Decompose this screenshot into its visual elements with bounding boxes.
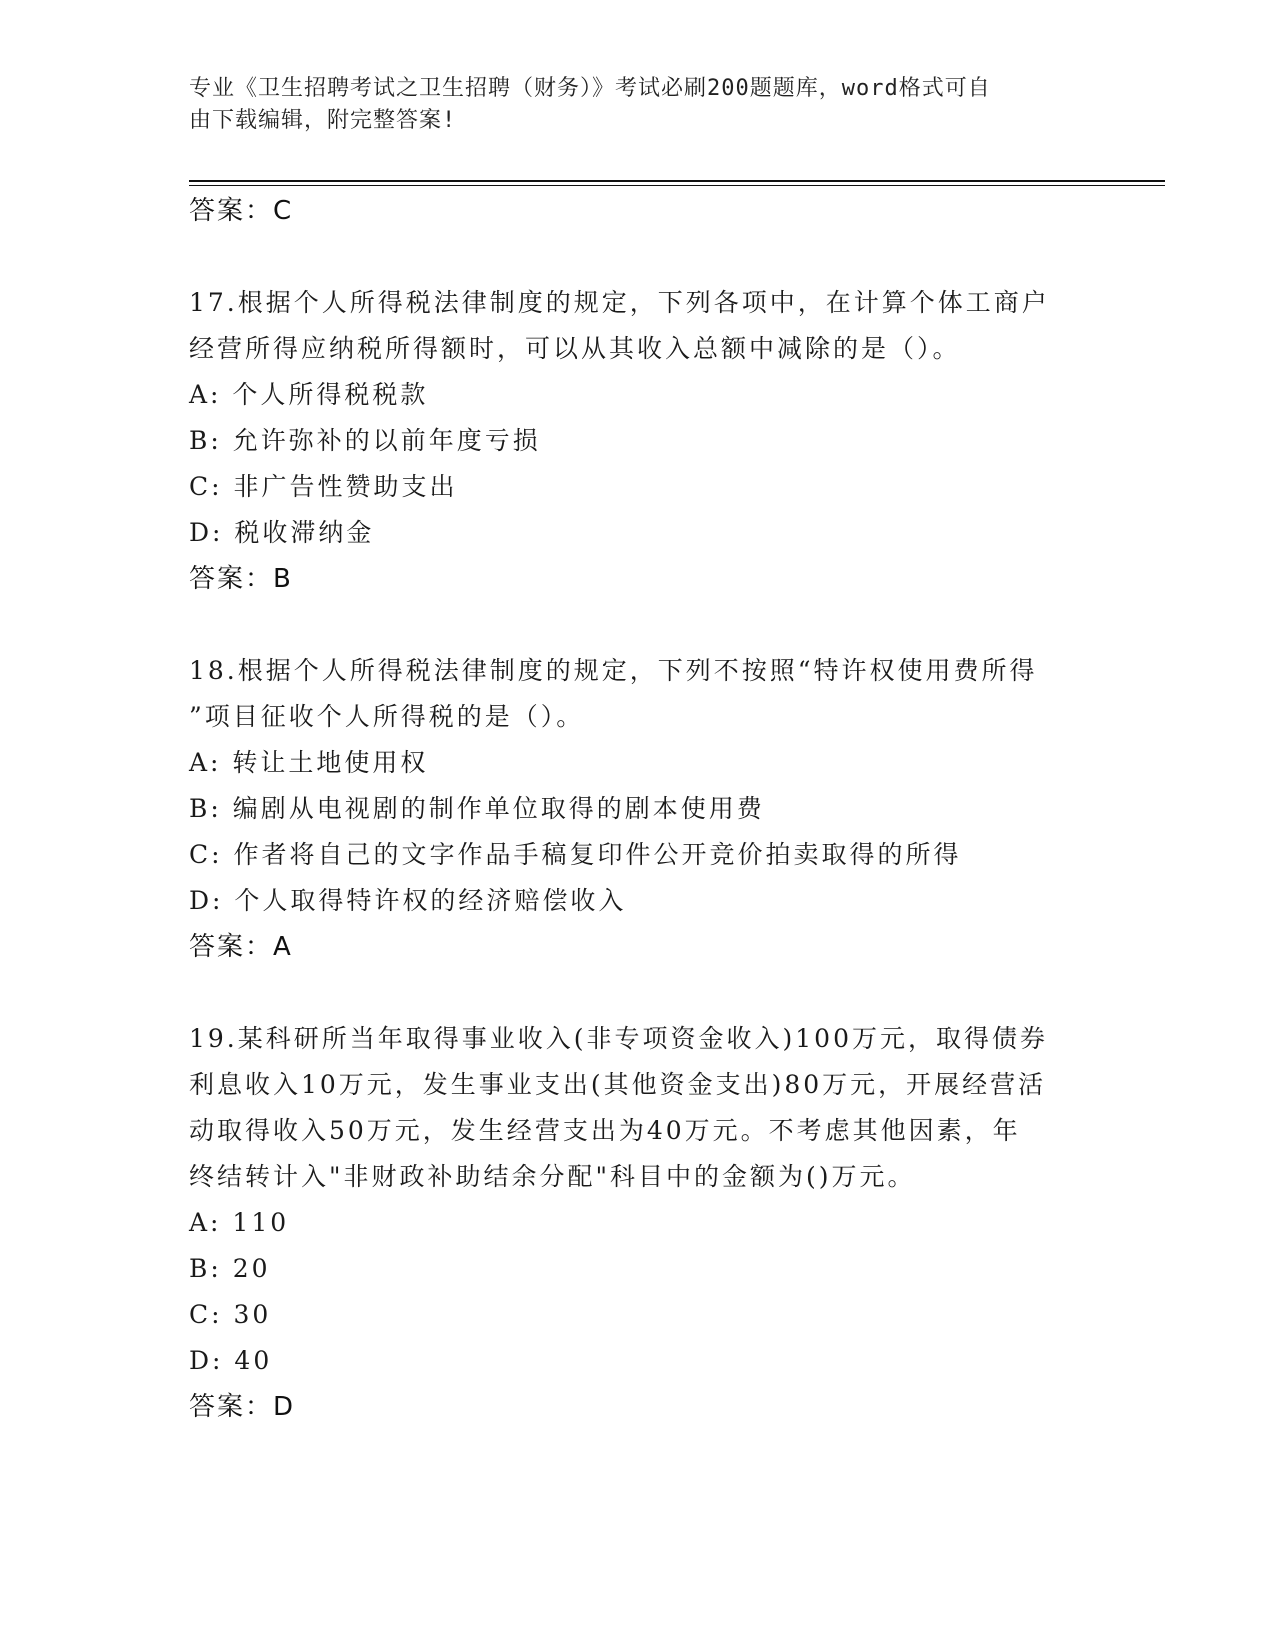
option-a: A: 转让土地使用权 (189, 748, 429, 777)
option-a: A: 个人所得税税款 (189, 380, 429, 409)
header-line-1: 专业《卫生招聘考试之卫生招聘（财务）》考试必刷200题题库，word格式可自 (189, 76, 991, 101)
header-rule-thick (189, 180, 1165, 182)
header-rule-thin (189, 185, 1165, 186)
option-b: B: 允许弥补的以前年度亏损 (189, 426, 541, 455)
question-text: 17.根据个人所得税法律制度的规定，下列各项中，在计算个体工商户 (189, 288, 1050, 317)
question-19 (189, 1016, 1089, 1430)
answer: 答案：D (189, 1392, 296, 1422)
question-17 (189, 280, 1089, 602)
answer: 答案：B (189, 564, 293, 594)
option-b: B: 编剧从电视剧的制作单位取得的剧本使用费 (189, 794, 765, 823)
question-text: 动取得收入50万元，发生经营支出为40万元。不考虑其他因素，年 (189, 1116, 1021, 1145)
spacer (189, 970, 1089, 1016)
option-d: D: 40 (189, 1346, 273, 1375)
option-d: D: 税收滞纳金 (189, 518, 375, 547)
question-18 (189, 648, 1089, 970)
option-d: D: 个人取得特许权的经济赔偿收入 (189, 886, 627, 915)
document-body (189, 188, 1089, 1430)
option-c: C: 30 (189, 1300, 272, 1329)
question-text: ”项目征收个人所得税的是（）。 (189, 702, 585, 731)
spacer (189, 234, 1089, 280)
question-text: 18.根据个人所得税法律制度的规定，下列不按照“特许权使用费所得 (189, 656, 1038, 685)
question-text: 经营所得应纳税所得额时，可以从其收入总额中减除的是（）。 (189, 334, 961, 363)
option-a: A: 110 (189, 1208, 290, 1237)
option-c: C: 非广告性赞助支出 (189, 472, 458, 501)
question-text: 终结转计入"非财政补助结余分配"科目中的金额为()万元。 (189, 1162, 916, 1191)
header-line-2: 由下载编辑，附完整答案! (189, 108, 457, 133)
spacer (189, 602, 1089, 648)
question-text: 19.某科研所当年取得事业收入(非专项资金收入)100万元，取得债券 (189, 1024, 1048, 1053)
document-header (189, 73, 1069, 137)
option-c: C: 作者将自己的文字作品手稿复印件公开竞价拍卖取得的所得 (189, 840, 962, 869)
question-text: 利息收入10万元，发生事业支出(其他资金支出)80万元，开展经营活 (189, 1070, 1047, 1099)
answer: 答案：A (189, 932, 293, 962)
answer-prev: 答案：C (189, 196, 294, 226)
option-b: B: 20 (189, 1254, 271, 1283)
